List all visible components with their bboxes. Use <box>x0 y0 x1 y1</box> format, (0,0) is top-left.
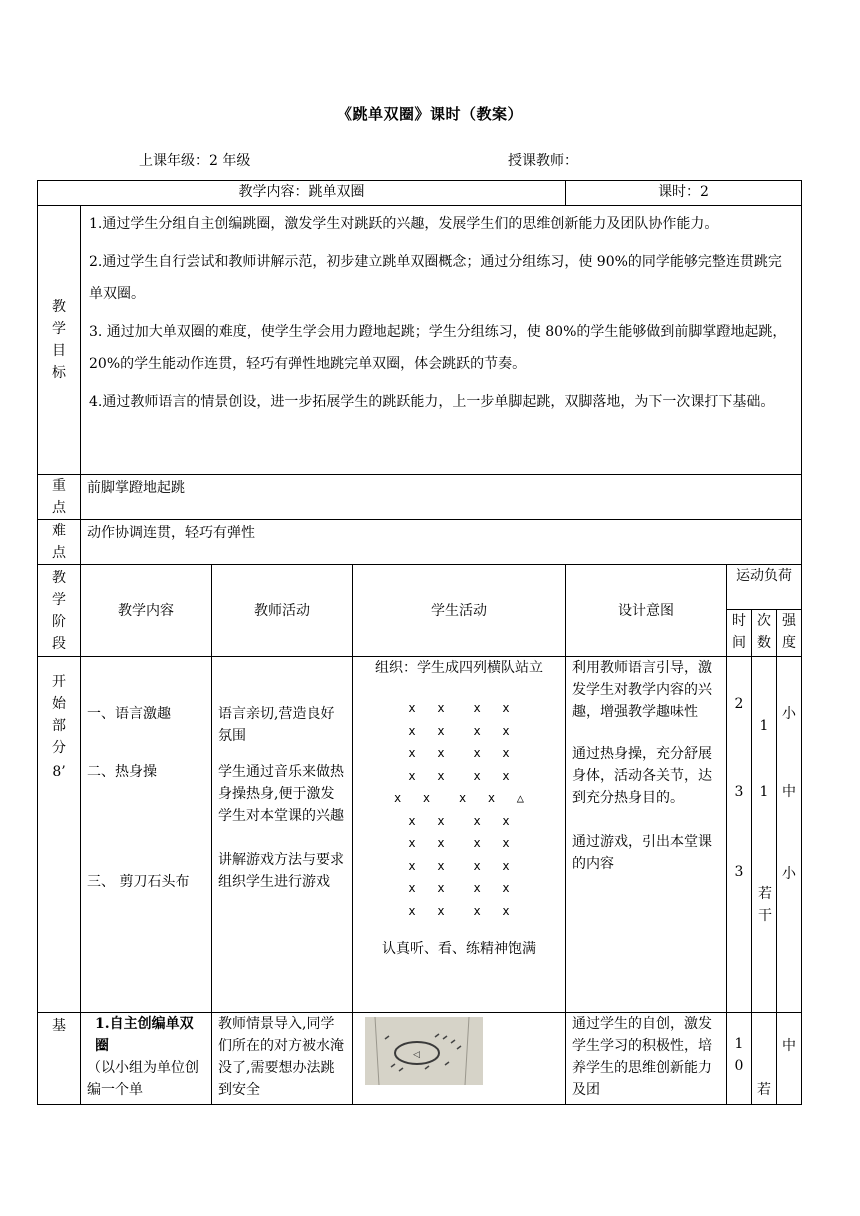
objective-4: 4.通过教师语言的情景创设，进一步拓展学生的跳跃能力，上一步单脚起跳，双脚落地，为下一次课打下基础。 <box>89 394 775 410</box>
objective-3: 3. 通过加大单双圈的难度，使学生学会用力蹬地起跳；学生分组练习，使 80%的学生能够做到前脚掌蹬地起跳，20%的学生能动作连贯，轻巧有弹性地跳完单双圈，体会跳跃的节奏。 <box>89 324 787 372</box>
design-language: 利用教师语言引导，激发学生对教学内容的兴趣，增强教学趣味性 <box>572 660 712 720</box>
grade-label: 上课年级：2 年级 <box>139 153 251 169</box>
teacher-label: 授课教师： <box>508 153 578 169</box>
period-cell: 课时：2 <box>566 181 802 206</box>
header-teacher: 教师活动 <box>212 565 353 657</box>
basic-student <box>353 1013 566 1105</box>
teacher-game-explain: 讲解游戏方法与要求 <box>218 852 344 868</box>
objective-2: 2.通过学生自行尝试和教师讲解示范，初步建立跳单双圈概念；通过分组练习，使 90%的同学能够完整连贯跳完单双圈。 <box>89 254 782 302</box>
header-student: 学生活动 <box>353 565 566 657</box>
difficulty-label: 难点 <box>38 520 81 565</box>
opening-teacher <box>212 657 353 1013</box>
basic-count: 若 <box>752 1013 777 1105</box>
design-warmup: 通过热身操，充分舒展身体，活动各关节，达到充分热身目的。 <box>572 746 712 806</box>
document-title: 《跳单双圈》课时（教案） <box>336 105 523 123</box>
opening-time: 2 3 3 <box>727 657 752 1013</box>
opening-student <box>353 657 566 1013</box>
stage-basic: 基 <box>38 1013 81 1105</box>
content-cell: 教学内容：跳单双圈 <box>38 181 566 206</box>
objectives-label: 教 学 目 标 <box>38 206 81 475</box>
basic-design: 通过学生的自创，激发学生学习的积极性，培养学生的思维创新能力及团 <box>566 1013 727 1105</box>
student-behavior: 认真听、看、练精神饱满 <box>382 941 536 957</box>
difficulty-text: 动作协调连贯，轻巧有弹性 <box>81 520 802 565</box>
header-design: 设计意图 <box>566 565 727 657</box>
basic-content <box>81 1013 212 1105</box>
stage-opening: 开 始 部 分 8’ <box>38 657 81 1013</box>
objectives-cell <box>81 206 802 475</box>
opening-count: 1 1 若干 <box>752 657 777 1013</box>
basic-intensity: 中 <box>777 1013 802 1105</box>
key-label: 重点 <box>38 475 81 520</box>
teacher-language: 语言亲切,营造良好氛围 <box>218 706 335 744</box>
svg-text:◁: ◁ <box>413 1050 420 1060</box>
teacher-warmup: 学生通过音乐来做热身操热身,便于激发学生对本堂课的兴趣 <box>218 764 344 824</box>
opening-design <box>566 657 727 1013</box>
key-text: 前脚掌蹬地起跳 <box>81 475 802 520</box>
opening-content <box>81 657 212 1013</box>
formation-diagram: x x x x x x x x x x x x x x x x x x x x △ x x x x x x x x x x x x x x x x x x x x <box>393 701 525 918</box>
hoop-sketch-icon <box>365 1017 483 1085</box>
basic-time: 10 <box>727 1013 752 1105</box>
header-stage: 教学阶段 <box>38 565 81 657</box>
basic-teacher: 教师情景导入,同学们所在的对方被水淹没了,需要想办法跳到安全 <box>212 1013 353 1105</box>
item-create-sub: （以小组为单位创编一个单 <box>87 1060 199 1098</box>
opening-intensity: 小 中 小 <box>777 657 802 1013</box>
design-game: 通过游戏，引出本堂课的内容 <box>572 834 712 872</box>
header-content: 教学内容 <box>81 565 212 657</box>
item-create: 1.自主创编单双圈 <box>95 1016 194 1054</box>
student-organization: 组织：学生成四列横队站立 <box>375 660 543 676</box>
teacher-game-organize: 组织学生进行游戏 <box>218 874 330 890</box>
header-load: 运动负荷 <box>727 565 802 610</box>
item-game: 三、 剪刀石头布 <box>87 874 190 890</box>
objective-1: 1.通过学生分组自主创编跳圈，激发学生对跳跃的兴趣，发展学生们的思维创新能力及团队协作能力。 <box>89 216 719 232</box>
item-warmup: 二、热身操 <box>87 764 157 780</box>
lesson-plan-table <box>37 180 802 1105</box>
header-time: 时间 <box>727 610 752 657</box>
header-intensity: 强度 <box>777 610 802 657</box>
hoop-sketch-image <box>365 1017 483 1085</box>
header-count: 次数 <box>752 610 777 657</box>
item-language: 一、语言激趣 <box>87 706 171 722</box>
